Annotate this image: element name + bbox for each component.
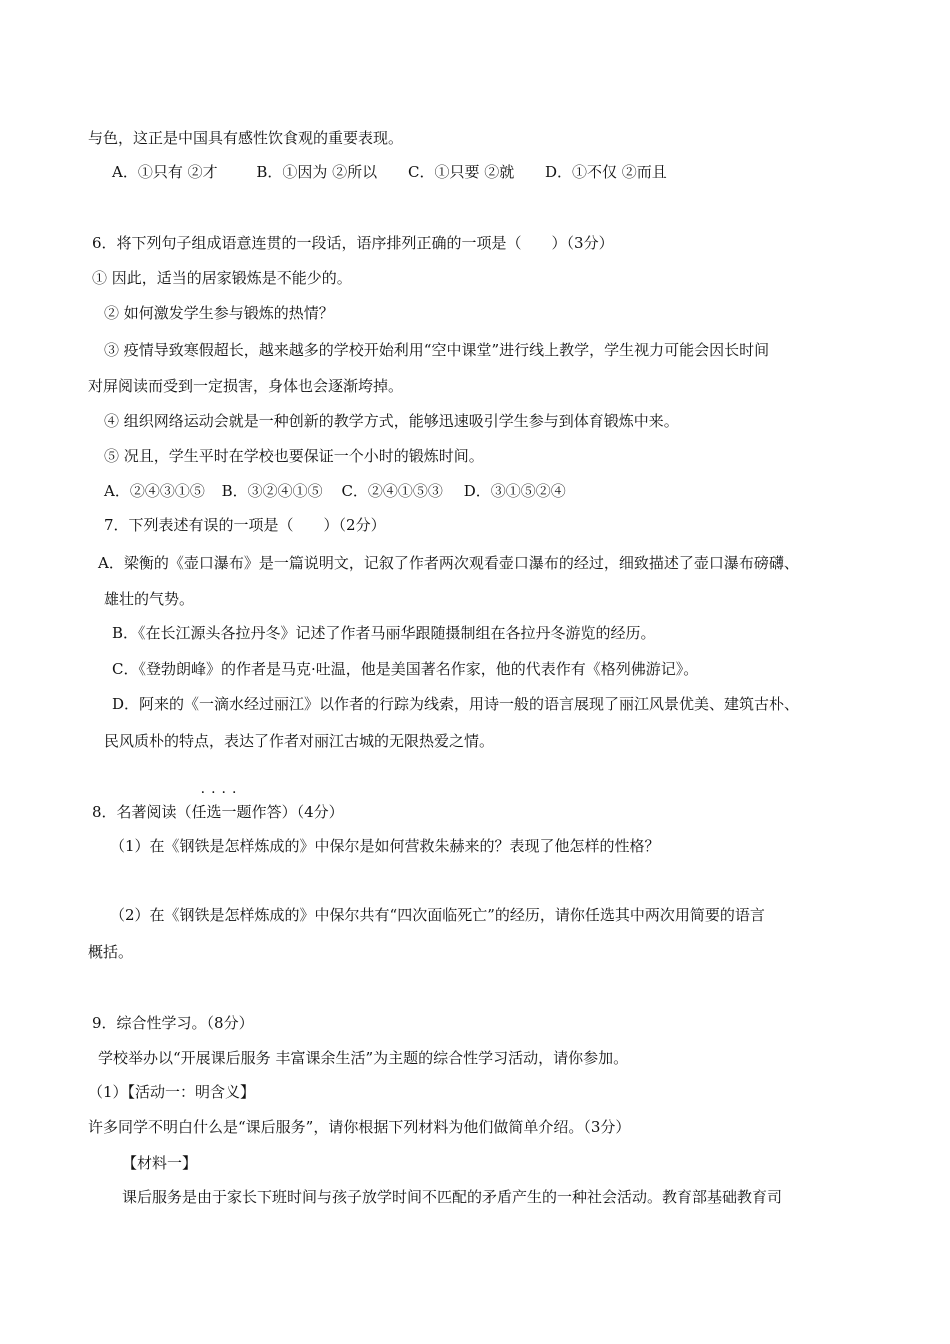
q9-activity-1: （1）【活动一：明含义】 xyxy=(88,1083,256,1101)
q5-option-b: B．①因为 ②所以 xyxy=(256,163,378,181)
q6-sentence-4: ④ 组织网络运动会就是一种创新的教学方式，能够迅速吸引学生参与到体育锻炼中来。 xyxy=(104,412,679,430)
q6-option-b: B．③②④①⑤ xyxy=(221,482,323,500)
q9-intro: 学校举办以“开展课后服务 丰富课余生活”为主题的综合性学习活动，请你参加。 xyxy=(98,1049,629,1067)
q6-option-a: A．②④③①⑤ xyxy=(104,482,205,500)
q8-stem-prefix: 8．名著阅读（ xyxy=(92,803,192,821)
q8-sub-question-1: （1）在《钢铁是怎样炼成的》中保尔是如何营救朱赫来的？表现了他怎样的性格？ xyxy=(110,837,660,855)
q8-sub-question-2-line2: 概括。 xyxy=(88,943,134,961)
q5-option-d: D．①不仅 ②而且 xyxy=(545,163,667,181)
q5-options xyxy=(112,162,667,182)
q6-options xyxy=(104,481,566,501)
q7-option-a-line1: A．梁衡的《壶口瀑布》是一篇说明文，记叙了作者两次观看壶口瀑布的经过，细致描述了壶口瀑布磅礴、 xyxy=(98,554,799,572)
q5-tail-line: 与色，这正是中国具有感性饮食观的重要表现。 xyxy=(88,129,404,147)
q9-task: 许多同学不明白什么是“课后服务”，请你根据下列材料为他们做简单介绍。（3分） xyxy=(88,1118,631,1136)
q8-stem xyxy=(92,785,344,822)
q6-sentence-5: ⑤ 况且，学生平时在学校也要保证一个小时的锻炼时间。 xyxy=(104,447,484,465)
q6-sentence-1: ① 因此，适当的居家锻炼是不能少的。 xyxy=(92,269,352,287)
emphasis-dots: ···· xyxy=(200,785,243,801)
q9-stem: 9．综合性学习。（8分） xyxy=(92,1014,254,1032)
q6-stem: 6．将下列句子组成语意连贯的一段话，语序排列正确的一项是（ ）（3分） xyxy=(92,234,614,252)
q8-sub-question-2-line1: （2）在《钢铁是怎样炼成的》中保尔共有“四次面临死亡”的经历，请你任选其中两次用简要的语言 xyxy=(110,906,765,924)
q8-stem-suffix: 作答）（4分） xyxy=(251,803,344,821)
q7-option-b: B．《在长江源头各拉丹冬》记述了作者马丽华跟随摄制组在各拉丹冬游览的经历。 xyxy=(112,624,656,642)
q7-stem: 7．下列表述有误的一项是（ ）（2分） xyxy=(104,516,386,534)
q7-option-c: C．《登勃朗峰》的作者是马克·吐温，他是美国著名作家，他的代表作有《格列佛游记》。 xyxy=(112,660,699,678)
q6-option-c: C．②④①⑤③ xyxy=(341,482,443,500)
q9-material-text: 课后服务是由于家长下班时间与孩子放学时间不匹配的矛盾产生的一种社会活动。教育部基础教育司 xyxy=(122,1188,783,1206)
q8-stem-emphasis: ···· 任选一题 xyxy=(191,785,252,821)
q6-sentence-3-line2: 对屏阅读而受到一定损害，身体也会逐渐垮掉。 xyxy=(88,377,404,395)
q6-sentence-2: ② 如何激发学生参与锻炼的热情？ xyxy=(104,304,334,322)
q9-material-title: 【材料一】 xyxy=(122,1154,198,1172)
q5-option-c: C．①只要 ②就 xyxy=(407,163,515,181)
q6-option-d: D．③①⑤②④ xyxy=(463,482,566,500)
q7-option-a-line2: 雄壮的气势。 xyxy=(104,590,195,608)
q5-option-a: A．①只有 ②才 xyxy=(112,163,218,181)
q6-sentence-3-line1: ③ 疫情导致寒假超长，越来越多的学校开始利用“空中课堂”进行线上教学，学生视力可能会因长时间 xyxy=(104,341,770,359)
q7-option-d-line1: D．阿来的《一滴水经过丽江》以作者的行踪为线索，用诗一般的语言展现了丽江风景优美、建筑古朴、 xyxy=(112,695,800,713)
q7-option-d-line2: 民风质朴的特点，表达了作者对丽江古城的无限热爱之情。 xyxy=(104,732,495,750)
